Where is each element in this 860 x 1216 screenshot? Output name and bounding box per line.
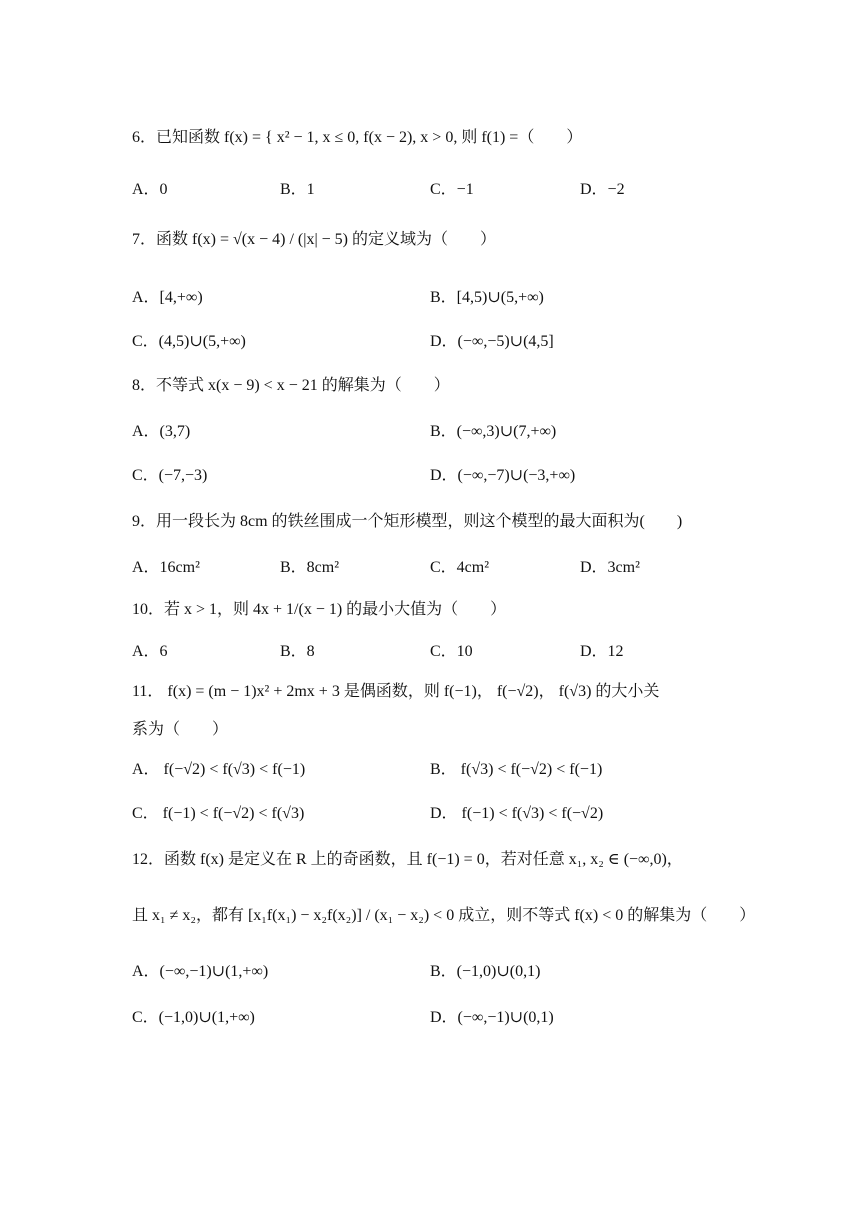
q11-option-b: B． f(√3) < f(−√2) < f(−1) — [430, 761, 603, 778]
q6-option-c: C．−1 — [430, 181, 474, 198]
q9-option-b: B．8cm² — [280, 559, 340, 576]
q11-option-a: A． f(−√2) < f(√3) < f(−1) — [132, 761, 306, 778]
q8-option-c: C．(−7,−3) — [132, 467, 208, 484]
q7-option-c: C．(4,5)∪(5,+∞) — [132, 333, 246, 350]
question-11-stem-line1: 11． f(x) = (m − 1)x² + 2mx + 3 是偶函数，则 f(−1)， f(−√2)， f(√3) 的大小关 — [132, 683, 660, 700]
q9-option-a: A．16cm² — [132, 559, 200, 576]
question-9-stem: 9．用一段长为 8cm 的铁丝围成一个矩形模型，则这个模型的最大面积为( ) — [132, 513, 683, 530]
question-11-stem-line2: 系为（ ） — [132, 721, 229, 738]
q6-option-a: A．0 — [132, 181, 168, 198]
q10-option-b: B．8 — [280, 643, 315, 660]
q12-option-a: A．(−∞,−1)∪(1,+∞) — [132, 963, 269, 980]
question-6-stem: 6．已知函数 f(x) = { x² − 1, x ≤ 0, f(x − 2), x > 0, 则 f(1) =（ ） — [132, 129, 583, 146]
question-7-stem: 7．函数 f(x) = √(x − 4) / (|x| − 5) 的定义域为（ ） — [132, 231, 497, 248]
q11-option-c: C． f(−1) < f(−√2) < f(√3) — [132, 805, 305, 822]
q6-option-b: B．1 — [280, 181, 315, 198]
q10-option-d: D．12 — [580, 643, 624, 660]
q8-option-a: A．(3,7) — [132, 423, 191, 440]
q9-option-c: C．4cm² — [430, 559, 490, 576]
q9-option-d: D．3cm² — [580, 559, 640, 576]
question-10-stem: 10．若 x > 1，则 4x + 1/(x − 1) 的最小大值为（ ） — [132, 601, 507, 618]
q7-option-a: A．[4,+∞) — [132, 289, 203, 306]
question-8-stem: 8．不等式 x(x − 9) < x − 21 的解集为（ ） — [132, 377, 450, 394]
q6-option-d: D．−2 — [580, 181, 625, 198]
q10-option-c: C．10 — [430, 643, 473, 660]
q8-option-b: B．(−∞,3)∪(7,+∞) — [430, 423, 557, 440]
q12-option-c: C．(−1,0)∪(1,+∞) — [132, 1009, 255, 1026]
q10-option-a: A．6 — [132, 643, 168, 660]
q11-option-d: D． f(−1) < f(√3) < f(−√2) — [430, 805, 604, 822]
question-12-stem-line1: 12．函数 f(x) 是定义在 R 上的奇函数，且 f(−1) = 0，若对任意 x₁, x₂ ∈ (−∞,0)， — [132, 851, 683, 868]
question-12-stem-line2: 且 x₁ ≠ x₂，都有 [x₁f(x₁) − x₂f(x₂)] / (x₁ − x₂) < 0 成立，则不等式 f(x) < 0 的解集为（ ） — [132, 907, 756, 924]
q12-option-d: D．(−∞,−1)∪(0,1) — [430, 1009, 554, 1026]
q7-option-b: B．[4,5)∪(5,+∞) — [430, 289, 544, 306]
q8-option-d: D．(−∞,−7)∪(−3,+∞) — [430, 467, 576, 484]
q7-option-d: D．(−∞,−5)∪(4,5] — [430, 333, 554, 350]
q12-option-b: B．(−1,0)∪(0,1) — [430, 963, 541, 980]
